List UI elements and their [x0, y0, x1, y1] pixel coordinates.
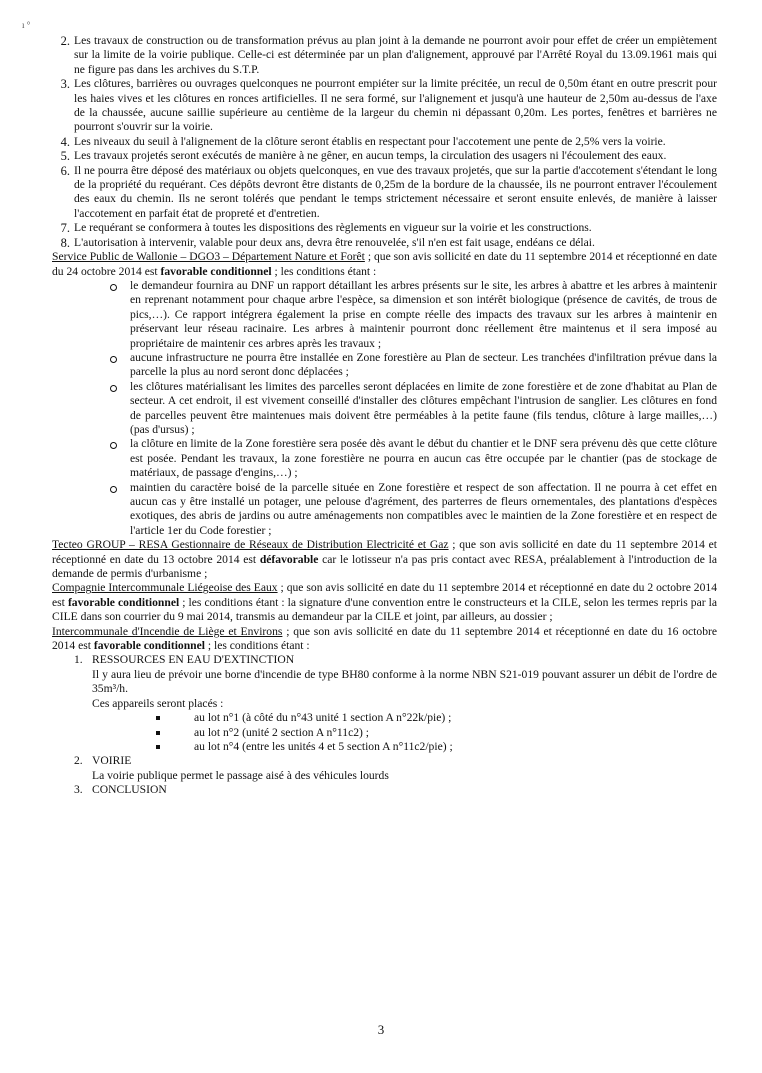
document-body — [52, 34, 717, 798]
list-item: 7. Le requérant se conformera à toutes les dispositions des règlements en vigueur sur la voirie et les constructions. — [60, 221, 592, 236]
cile-verdict: favorable conditionnel — [67, 595, 180, 609]
list-item-text: Il ne pourra être déposé des matériaux ou objets quelconques, en vue des travaux projetés, que sur la partie d'accotement s'étendant le long de la propriété du requérant. Ces dépôts devront être distants de 0,25m de la bordure de la chaussée, ils ne pourront entraver l'écoulement des eaux du chemin. Ils ne seront tolérés que pendant le temps strictement nécessaire et seront ensuite enlevés, de manière à laisser l'accotement en parfait état de propreté et d'entretien. — [74, 163, 717, 220]
list-item: 4. Les niveaux du seuil à l'alignement de la clôture seront établis en respectant pour l'accotement une pente de 2,5% vers la voirie. — [60, 134, 666, 149]
hydrant-list — [74, 711, 717, 754]
section-heading: 3. CONCLUSION — [74, 783, 167, 797]
list-item: 5. Les travaux projetés seront exécutés de manière à ne gêner, en aucun temps, la circulation des usagers ni l'écoulement des eaux. — [60, 149, 667, 164]
list-item: au lot n°2 (unité 2 section A n°11c2) ; — [154, 726, 717, 740]
list-item: aucune infrastructure ne pourra être installée en Zone forestière au Plan de secteur. Les tranchées d'infiltration prévue dans la parcelle la plus au nord seront donc déplacées ; — [110, 351, 717, 380]
section-body: Il y aura lieu de prévoir une borne d'incendie de type BH80 conforme à la norme NBN S21-019 pouvant assurer un débit de l'ordre de 35m³/h. Ces appareils seront placés : — [92, 667, 717, 710]
list-item: 3. Les clôtures, barrières ou ouvrages quelconques ne pourront empiéter sur la limite précitée, un recul de 0,50m étant en outre prescrit pour les haies vives et les clôtures en ronces artificielles. Il ne sera formé, sur l'alignement et jusqu'à une hauteur de 2,50m au-dessus de l'axe de la chaussée, aucune saillie supérieure au centième de la largeur du chemin ni dépassant 0,20m. Les portes, fenêtres et barrières ne pourront s'ouvrir sur la voirie. — [60, 77, 717, 134]
list-item-text: Les niveaux du seuil à l'alignement de la clôture seront établis en respectant pour l'accotement une pente de 2,5% vers la voirie. — [74, 134, 666, 148]
list-item: la clôture en limite de la Zone forestière sera posée dès avant le début du chantier et le DNF sera prévenu dès que cette clôture est posée. Pendant les travaux, la zone forestière ne pourra en aucun cas être occupée par le chantier (pas de stockage de matériaux, de passage d'engins,…) ; — [110, 437, 717, 480]
spw-opinion: Service Public de Wallonie – DGO3 – Département Nature et Forêt ; que son avis sollicité en date du 11 septembre 2014 et réceptionné en date du 24 octobre 2014 est favorable conditionnel ; les conditions étant : — [52, 250, 717, 278]
spw-verdict: favorable conditionnel — [160, 264, 272, 278]
list-item: 6. Il ne pourra être déposé des matériaux ou objets quelconques, en vue des travaux projetés, que sur la partie d'accotement s'étendant le long de la propriété du requérant. Ces dépôts devront être distants de 0,25m de la bordure de la chaussée, ils ne pourront entraver l'écoulement des eaux du chemin. Ils ne seront tolérés que pendant le temps strictement nécessaire et seront ensuite enlevés, de manière à laisser l'accotement en parfait état de propreté et d'entretien. — [60, 163, 717, 220]
list-item-text: Les travaux projetés seront exécutés de manière à ne gêner, en aucun temps, la circulation des usagers ni l'écoulement des eaux. — [74, 149, 667, 163]
section-heading: 1. RESSOURCES EN EAU D'EXTINCTION — [74, 653, 295, 667]
tecteo-org: Tecteo GROUP – RESA Gestionnaire de Réseaux de Distribution Electricité et Gaz — [52, 538, 449, 552]
list-item-text: L'autorisation à intervenir, valable pour deux ans, devra être renouvelée, s'il n'en est fait usage, endéans ce délai. — [74, 235, 595, 249]
list-item: 2. Les travaux de construction ou de transformation prévus au plan joint à la demande ne pourront avoir pour effet de créer un empiètement sur la limite de la voirie publique. Celle-ci est déterminée par un plan d'alignement, approuvé par l'Arrêté Royal du 13.09.1961 mais qui ne figure pas dans les archives du S.T.P. — [60, 34, 717, 76]
incendie-org: Intercommunale d'Incendie de Liège et Environs — [52, 624, 283, 638]
incendie-opinion: Intercommunale d'Incendie de Liège et Environs ; que son avis sollicité en date du 11 septembre 2014 et réceptionné en date du 16 octobre 2014 est favorable conditionnel ; les conditions étant : — [52, 624, 717, 653]
list-item-text: Les clôtures, barrières ou ouvrages quelconques ne pourront empiéter sur la limite précitée, un recul de 0,50m étant en outre prescrit pour les haies vives et les clôtures en ronces artificielles. Il ne sera formé, sur l'alignement et jusqu'à une hauteur de 2,50m au-dessus de l'axe de la chaussée, aucune saillie supérieure au centième de la largeur du chemin ni dépassant 0,20m. Les portes, fenêtres et barrières ne pourront s'ouvrir sur la voirie. — [74, 77, 717, 134]
list-item: les clôtures matérialisant les limites des parcelles seront déplacées en limite de zone forestière et de zone d'habitat au Plan de secteur. A cet endroit, il est vivement conseillé d'installer des clôtures empêchant l'intrusion de sanglier. Les clôtures en fond de parcelles peuvent être maintenues mais doivent être perméables à la petite faune (fils tendus, clôture à large mailles,…) (pas d'ursus) ; — [110, 380, 717, 438]
incendie-verdict: favorable conditionnel — [93, 639, 205, 653]
incendie-sections — [52, 653, 717, 797]
scan-mark: ı ° — [22, 20, 31, 30]
list-item-text: Les travaux de construction ou de transformation prévus au plan joint à la demande ne pourront avoir pour effet de créer un empiètement sur la limite de la voirie publique. Celle-ci est déterminée par un plan d'alignement, approuvé par l'Arrêté Royal du 13.09.1961 mais qui ne figure pas dans les archives du S.T.P. — [74, 34, 717, 76]
section-heading: 2. VOIRIE — [74, 754, 132, 768]
cile-opinion: Compagnie Intercommunale Liégeoise des Eaux ; que son avis sollicité en date du 11 septembre 2014 et réceptionné en date du 2 octobre 2014 est favorable conditionnel ; les conditions étant : la signature d'une convention entre le constructeurs et la CILE, selon les termes repris par la CILE dans son courrier du 9 mai 2014, transmis au demandeur par la CILE et joint, par ailleurs, au dossier ; — [52, 581, 718, 624]
list-item: le demandeur fournira au DNF un rapport détaillant les arbres présents sur le site, les arbres à abattre et les arbres à maintenir en reprenant notamment pour chaque arbre l'espèce, sa dimension et son intérêt biologique (présence de cavités, de trous de pics,…). Ce rapport intégrera également la prise en compte réelle des impacts des travaux sur les arbres à maintenir en préservant leur réseau racinaire. Les arbres à maintenir pourront donc réellement être maintenus et il sera imposé au propriétaire de maintenir ces arbres après les travaux ; — [110, 279, 717, 351]
list-item: maintien du caractère boisé de la parcelle située en Zone forestière et respect de son affectation. Il ne pourra à cet effet en aucun cas y être installé un potager, une pelouse d'agrément, des parterres de fleurs ornementales, des plantations d'espèces exotiques, des abris de jardins ou autre aménagements non compatibles avec le maintien de la Zone forestière et en respect de l'article 1er du Code forestier ; — [110, 481, 717, 539]
cile-org: Compagnie Intercommunale Liégeoise des Eaux — [52, 581, 278, 595]
list-item-text: Le requérant se conformera à toutes les dispositions des règlements en vigueur sur la voirie et les constructions. — [74, 221, 592, 235]
spw-conditions — [52, 279, 717, 538]
section-body: La voirie publique permet le passage aisé à des véhicules lourds — [92, 768, 389, 782]
list-item: 8. L'autorisation à intervenir, valable pour deux ans, devra être renouvelée, s'il n'en est fait usage, endéans ce délai. — [60, 235, 595, 250]
spw-org: Service Public de Wallonie – DGO3 – Département Nature et Forêt — [52, 250, 365, 264]
list-item: au lot n°1 (à côté du n°43 unité 1 section A n°22k/pie) ; — [154, 711, 717, 725]
tecteo-verdict: défavorable — [259, 552, 319, 566]
list-item: au lot n°4 (entre les unités 4 et 5 section A n°11c2/pie) ; — [154, 740, 717, 754]
page-number: 3 — [377, 1022, 385, 1037]
conditions-list — [52, 34, 717, 250]
tecteo-opinion: Tecteo GROUP – RESA Gestionnaire de Réseaux de Distribution Electricité et Gaz ; que son avis sollicité en date du 11 septembre 2014 et réceptionné en date du 13 octobre 2014 est défavorable car le lotisseur n'a pas pris contact avec RESA, préalablement à l'introduction de la demande de permis d'urbanisme ; — [52, 538, 718, 581]
